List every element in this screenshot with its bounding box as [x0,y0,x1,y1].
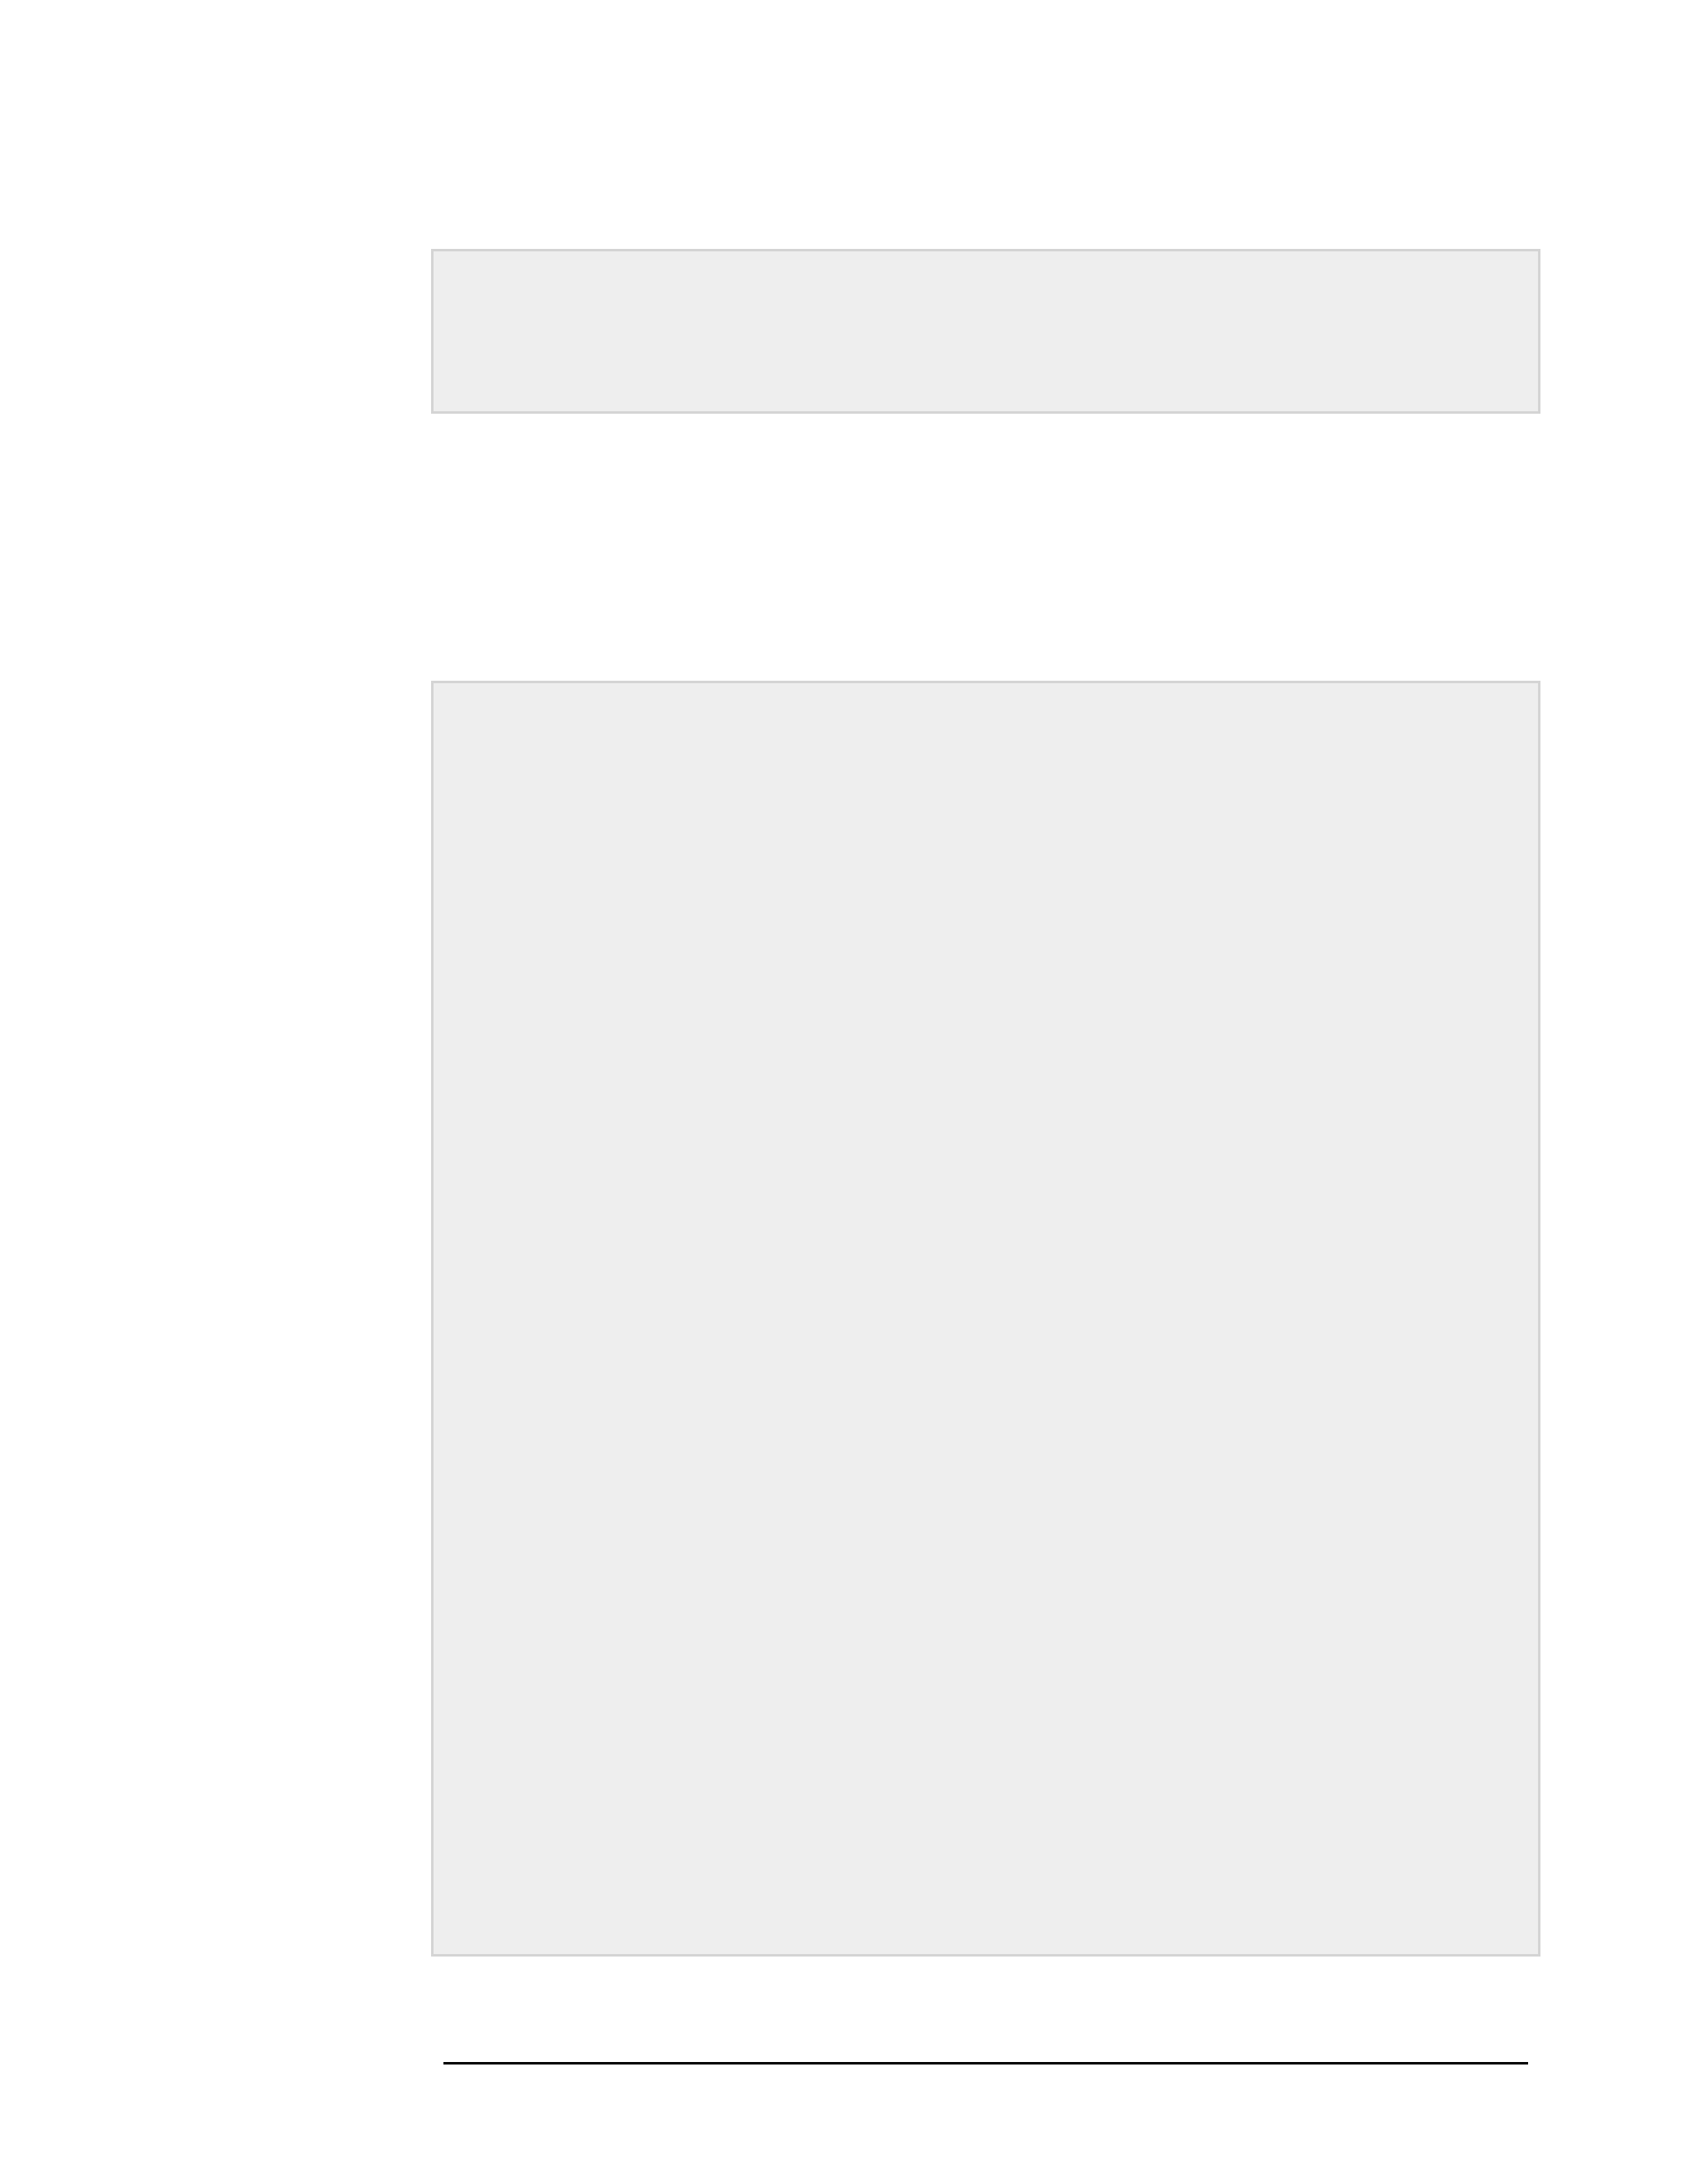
code-block-example [431,681,1540,1957]
code-block-struct-tail [431,249,1540,414]
footer-divider [443,2062,1528,2064]
